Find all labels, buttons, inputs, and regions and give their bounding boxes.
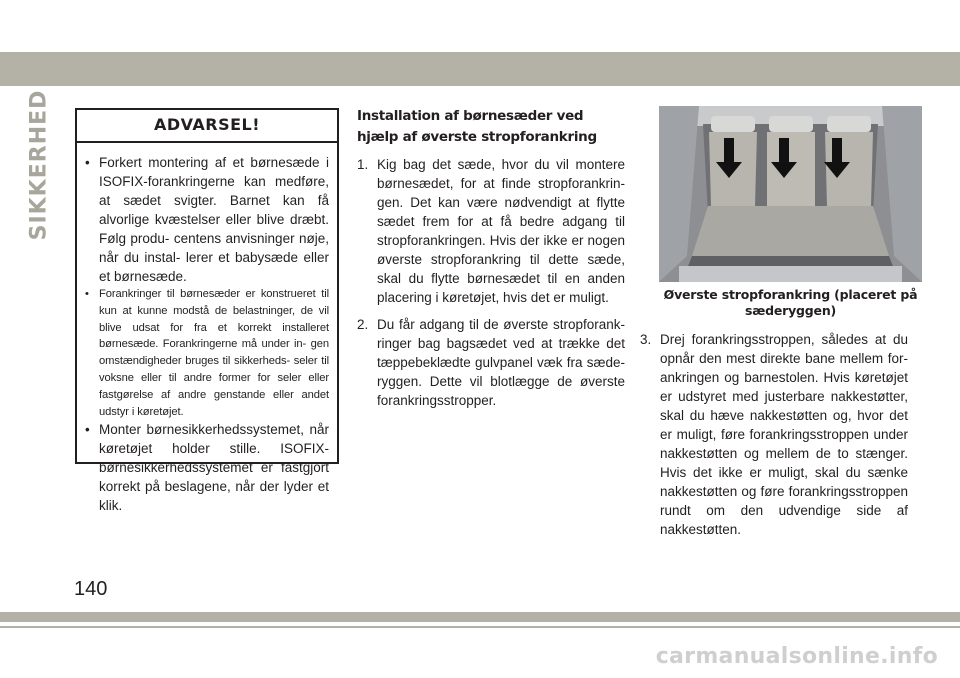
warning-item: • Forankringer til børnesæder er konstrueret til kun at kunne modstå de belastninger, de vil blive udsat for fra et korrekt installeret børnesæde. Forankringerne må under in- gen omstændigheder bruges til sikkerheds- seler til voksne eller til andre former for seler eller fastgørelse af andre genstande eller andet udstyr i køretøjet. xyxy=(85,286,329,420)
warning-box xyxy=(75,108,339,514)
step-item xyxy=(357,155,625,307)
warning-item: • Forkert montering af et børnesæde i ISOFIX-forankringerne kan medføre, at sædet svigter. Barnet kan få alvorlige kvæstelser eller blive dræbt. Følg produ- centens anvisninger nøje, når du instal- lerer et babysæde eller et børnesæde. xyxy=(85,153,329,286)
warning-title: ADVARSEL! xyxy=(77,110,337,143)
section-tab xyxy=(26,89,52,241)
warning-list xyxy=(77,143,337,515)
instructions-column-continued xyxy=(640,330,908,547)
step-item xyxy=(640,330,908,539)
step-list xyxy=(357,155,625,410)
header-band xyxy=(0,52,960,86)
footer-band xyxy=(0,612,960,622)
step-text: Drej forankringsstroppen, således at du opnår den mest direkte bane mellem for- ankringen og barnestolen. Hvis køretøjet er udstyret med justerbare nakkestøtter, skal du hæve nakkestøtten og, hvor det er muligt, føre forankringsstroppen under nakkestøtten og mellem de to stænger. Hvis det ikke er muligt, skal du sænke nakkestøtten og føre forankringsstroppen rundt om den udvendige side af nakkestøtten. xyxy=(660,332,908,537)
step-number: 3. xyxy=(640,332,652,347)
cargo-area-photo xyxy=(659,106,922,282)
step-text: Kig bag det sæde, hvor du vil montere børnesædet, for at finde stropforankrin- gen. Det kan være nødvendigt at flytte sædet frem for at få bedre adgang til stropforankringen. Hvis der ikke er nogen øverste stropforankring til dette sæde, skal du flytte børnesædet til en anden placering i køretøjet, hvis det er muligt. xyxy=(377,157,625,305)
instructions-column xyxy=(357,106,625,418)
step-list xyxy=(640,330,908,539)
step-number: 2. xyxy=(357,317,369,332)
footer-rule xyxy=(0,626,960,628)
figure-caption: Øverste stropforankring (placeret på sæderyggen) xyxy=(663,287,918,318)
section-tab-label: SIKKERHED xyxy=(26,89,52,241)
cargo-area-illustration xyxy=(659,106,922,282)
warning-item: • Monter børnesikkerhedssystemet, når køretøjet holder stille. ISOFIX- børnesikkerhedssystemet er fastgjort korrekt på beslagene, når der lyder et klik. xyxy=(85,420,329,515)
page-number: 140 xyxy=(74,578,108,600)
step-item xyxy=(357,315,625,410)
section-heading: Installation af børnesæder ved hjælp af øverste stropforankring xyxy=(357,108,597,145)
step-number: 1. xyxy=(357,157,369,172)
watermark: carmanualsonline.info xyxy=(655,644,938,669)
step-text: Du får adgang til de øverste stropforank- ringer bag bagsædet ved at trække det tæppebeklædte gulvpanel væk fra sæde- ryggen. Dette vil blotlægge de øverste forankringsstropper. xyxy=(377,317,625,408)
